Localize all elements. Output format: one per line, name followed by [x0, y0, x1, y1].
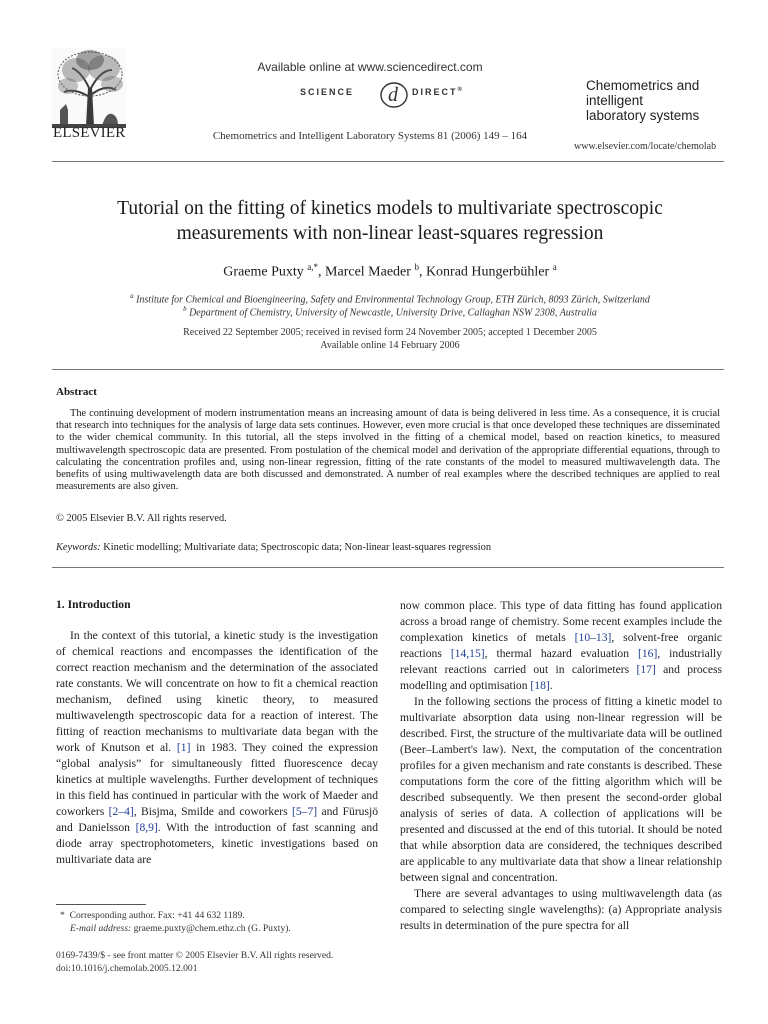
- reference-link[interactable]: [10–13]: [574, 631, 612, 644]
- author-separator: ,: [418, 264, 426, 280]
- email-note: E-mail address: graeme.puxty@chem.ethz.ch (G. Puxty).: [70, 923, 291, 934]
- abstract-heading: Abstract: [56, 386, 97, 398]
- abstract-paragraph: The continuing development of modern instrumentation means an increasing amount of data is being delivered in less time. As a consequence, it is crucial that research into techniques for the analysis of large data sets continues. However, even more crucial is that once developed these techniques are disseminated to the wider chemical community. In this tutorial, all the steps involved in the fitting of a chemical model, based on reaction kinetics, to measured multiwavelength spectroscopic data are presented. From postulation of the chemical model and derivation of the appropriate differential equations, through to calculating the concentration profiles and, using non-linear regression, fitting of the rate constants of the model to measured multiwavelength data. The benefits of using multiwavelength data are both discussed and demonstrated. A number of real examples where the described techniques are applied to real measurements are also given.: [56, 408, 720, 493]
- abstract-divider-top: [52, 369, 724, 370]
- received-dates: Received 22 September 2005; received in revised form 24 November 2005; accepted 1 December 2005: [183, 327, 597, 338]
- author-name: Graeme Puxty: [223, 264, 304, 280]
- reference-link[interactable]: [1]: [176, 741, 191, 754]
- intro-paragraph: In the following sections the process of fitting a kinetic model to multivariate absorption data using non-linear regression will be described. First, the structure of the multivariate data will be outlined (Beer–Lambert's law). Next, the computation of the concentration profiles for a given mechanism and rate constants is described. These computations form the core of the fitting algorithm which will be described subsequently. We then present the second-order global analysis of series of data. A collection of applications will be presented and discussed at the end of this tutorial. It should be noted that while absorption data are considered, the techniques described are applicable to any multivariate data that show a linear relationship between signal and concentration.: [400, 695, 722, 884]
- affiliation-a: $^a$ Institute for Chemical and Bioengineering, Safety and Environmental Technology Group, ETH Zürich, 8093 Zürich, Switzerland: [130, 292, 650, 306]
- keywords-label: Keywords:: [56, 542, 101, 553]
- right-column: [400, 598, 722, 934]
- reference-link[interactable]: [2–4]: [108, 805, 134, 818]
- publisher-name: ELSEVIER: [53, 125, 126, 141]
- keywords-line: [56, 542, 491, 553]
- reference-link[interactable]: [18]: [530, 679, 550, 692]
- reference-link[interactable]: [16]: [637, 647, 658, 660]
- journal-name-line: Chemometrics and: [586, 78, 700, 93]
- reference-link[interactable]: [8,9]: [135, 821, 158, 834]
- author-name: Marcel Maeder: [325, 264, 411, 280]
- intro-paragraph: There are several advantages to using multiwavelength data (as compared to selecting single wavelengths): (a) Appropriate analysis results in determination of the pure spectra for all: [400, 887, 722, 932]
- abstract-copyright: © 2005 Elsevier B.V. All rights reserved.: [56, 513, 227, 524]
- available-online-date: Available online 14 February 2006: [320, 340, 460, 351]
- sd-logo-left-text: SCIENCE: [300, 87, 355, 97]
- svg-text:d: d: [388, 84, 398, 106]
- sciencedirect-logo: [300, 79, 464, 109]
- article-title: [60, 196, 720, 246]
- author-separator: ,: [318, 264, 326, 280]
- intro-paragraph: In the context of this tutorial, a kinetic study is the investigation of chemical reactions and encompasses the identification of the correct reaction mechanism and the determination of the associated rate constants. We will concentrate on how to fit a chemical reaction mechanism, defined using kinetic theory, to measured multiwavelength spectroscopic data for a reaction of interest. The fitting of reaction mechanisms to multivariate data began with the work of Knutson et al. [1] in 1983. They coined the expression “global analysis” for simultaneously fitted fluorescence decay kinetics at multiple wavelengths. Further development of techniques in this field has continued in particular with the work of Maeder and coworkers [2–4], Bisjma, Smilde and coworkers [5–7] and Fürusjö and Danielsson [8,9]. With the introduction of fast scanning and diode array spectrophotometers, kinetic investigations based on multivariate data are: [56, 629, 378, 866]
- author-affiliation-mark[interactable]: a: [552, 262, 557, 272]
- keywords-divider: [52, 567, 724, 568]
- section-heading: 1. Introduction: [56, 598, 131, 611]
- sd-logo-right-text: DIRECT®: [412, 87, 464, 97]
- issn-line: 0169-7439/$ - see front matter © 2005 Elsevier B.V. All rights reserved.: [56, 950, 334, 961]
- footnote-divider: [56, 904, 146, 905]
- email-link[interactable]: graeme.puxty@chem.ethz.ch (G. Puxty).: [133, 923, 291, 934]
- reference-link[interactable]: [14,15]: [450, 647, 485, 660]
- author-name: Konrad Hungerbühler: [425, 264, 550, 280]
- affiliation-b: $^b$ Department of Chemistry, University of Newcastle, University Drive, Callaghan NSW 2308, Australia: [183, 305, 597, 319]
- author-list: [0, 262, 768, 281]
- journal-name: [586, 78, 746, 123]
- journal-url-link[interactable]: www.elsevier.com/locate/chemolab: [574, 141, 717, 152]
- author-affiliation-mark[interactable]: b: [414, 262, 419, 272]
- doi-link[interactable]: doi:10.1016/j.chemolab.2005.12.001: [56, 963, 198, 974]
- journal-name-line: laboratory systems: [586, 108, 700, 123]
- reference-link[interactable]: [5–7]: [292, 805, 318, 818]
- keywords-value: Kinetic modelling; Multivariate data; Spectroscopic data; Non-linear least-squares regression: [103, 542, 492, 553]
- journal-name-line: intelligent: [586, 93, 644, 108]
- author-affiliation-mark[interactable]: a,*: [307, 262, 319, 272]
- sciencedirect-at-icon: [378, 79, 410, 109]
- corresponding-author-note: * Corresponding author. Fax: +41 44 632 1189.: [60, 910, 245, 921]
- left-column: [56, 628, 378, 868]
- available-online-banner[interactable]: Available online at www.sciencedirect.com: [257, 60, 483, 74]
- title-line: Tutorial on the fitting of kinetics models to multivariate spectroscopic: [117, 198, 663, 219]
- intro-paragraph-cont: now common place. This type of data fitting has found application across a broad range of chemistry. Some recent examples include the complexation kinetics of metals [10–13], solvent-free organic reactions [14,15], thermal hazard evaluation [16], industrially relevant reactions carried out in calorimeters [17] and process modelling and optimisation [18].: [400, 599, 722, 692]
- header-divider: [52, 161, 724, 162]
- reference-link[interactable]: [17]: [636, 663, 656, 676]
- journal-citation: Chemometrics and Intelligent Laboratory Systems 81 (2006) 149 – 164: [212, 130, 528, 142]
- title-line: measurements with non-linear least-squares regression: [176, 223, 604, 244]
- abstract-text: [56, 408, 720, 493]
